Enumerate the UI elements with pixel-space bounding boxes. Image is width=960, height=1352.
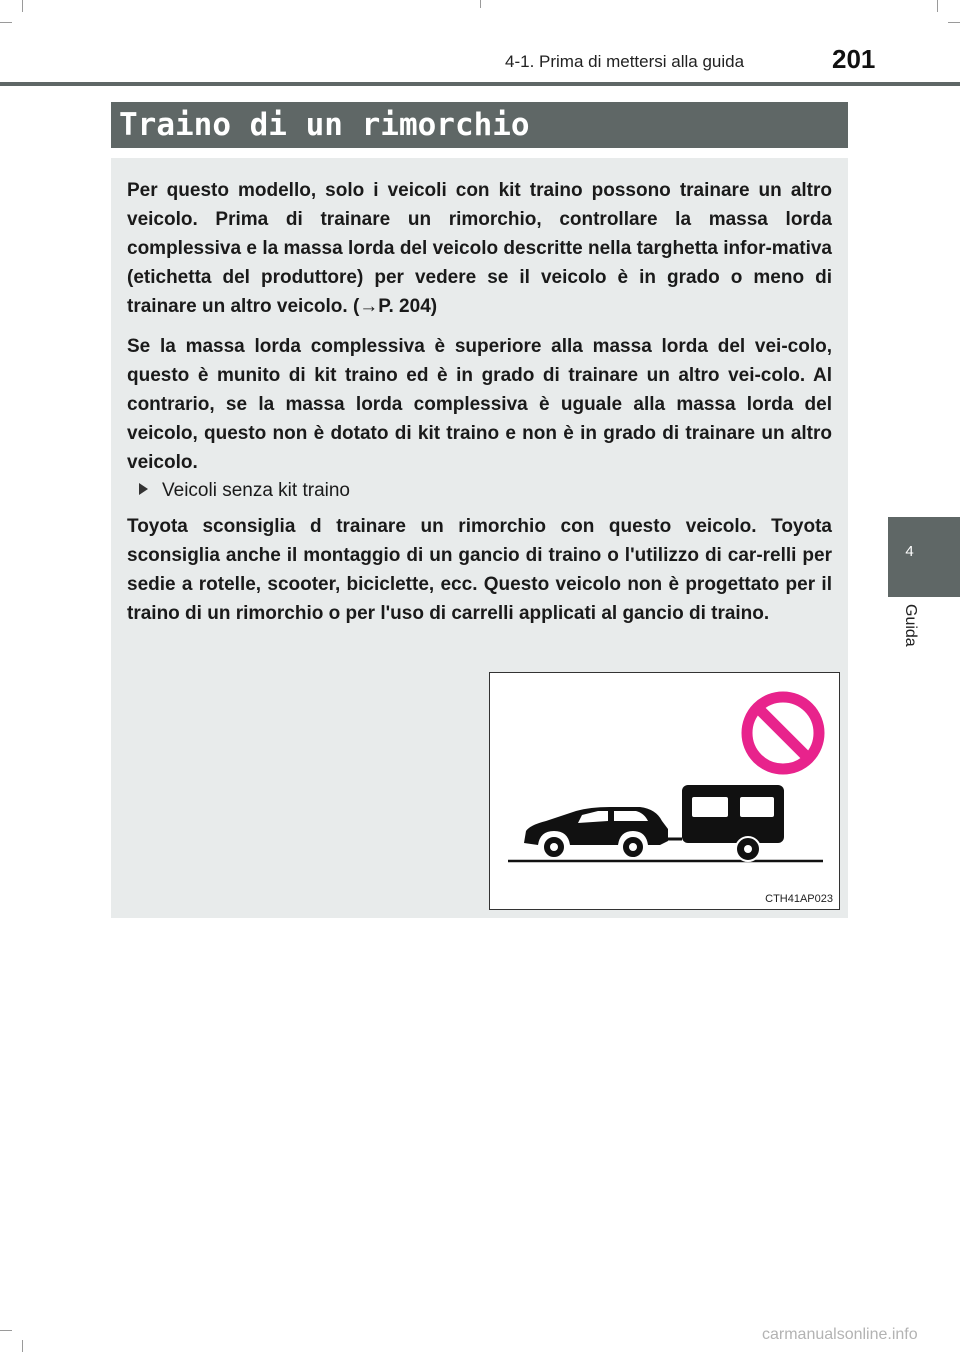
bullet-text: Veicoli senza kit traino: [162, 480, 350, 501]
watermark: carmanualsonline.info: [762, 1326, 918, 1343]
crop-mark: [480, 0, 481, 8]
header-rule: [0, 82, 960, 86]
towing-illustration: [490, 673, 839, 909]
trailer-icon: [682, 785, 784, 861]
crop-mark: [0, 1330, 12, 1331]
crop-mark: [22, 1340, 23, 1352]
paragraph-1: Per questo modello, solo i veicoli con kit traino possono trainare un altro veicolo. Prima di trainare un rimorchio, controllare la massa lorda complessiva e la massa lorda del veicolo descritte nella targhetta infor-mativa (etichetta del produttore) per vedere se il veicolo è in grado o meno di trainare un altro veicolo. (→P. 204): [127, 180, 832, 317]
chapter-number: 4: [905, 543, 914, 560]
triangle-bullet-icon: [139, 483, 148, 495]
bullet-item: [139, 480, 350, 502]
car-icon: [524, 807, 682, 858]
section-title-bar: [111, 102, 848, 148]
page-number: 201: [832, 44, 876, 74]
content-box: [111, 158, 848, 918]
crop-mark: [0, 22, 12, 23]
figure-code: CTH41AP023: [765, 893, 833, 905]
crop-mark: [22, 0, 23, 12]
illustration-no-towing: [489, 672, 840, 910]
section-title: Traino di un rimorchio: [119, 107, 530, 143]
crop-mark: [948, 22, 960, 23]
header-section-title: 4-1. Prima di mettersi alla guida: [505, 52, 745, 71]
paragraph-2: Se la massa lorda complessiva è superiore alla massa lorda del vei-colo, questo è munito di kit traino ed è in grado di trainare un altro vei-colo. Al contrario, se la massa lorda complessiva è uguale alla massa lorda del veicolo, questo non è dotato di kit traino e non è in grado di trainare un altro veicolo.: [127, 336, 832, 473]
prohibition-icon: [747, 697, 819, 769]
chapter-label: Guida: [902, 604, 919, 647]
paragraph-3: Toyota sconsiglia d trainare un rimorchio con questo veicolo. Toyota sconsiglia anche il montaggio di un gancio di traino o l'utilizzo di car-relli per sedie a rotelle, scooter, biciclette, ecc. Questo veicolo non è progettato per il traino di un rimorchio o per l'uso di carrelli applicati al gancio di traino.: [127, 516, 832, 624]
crop-mark: [937, 0, 938, 12]
chapter-tab: [888, 517, 960, 597]
